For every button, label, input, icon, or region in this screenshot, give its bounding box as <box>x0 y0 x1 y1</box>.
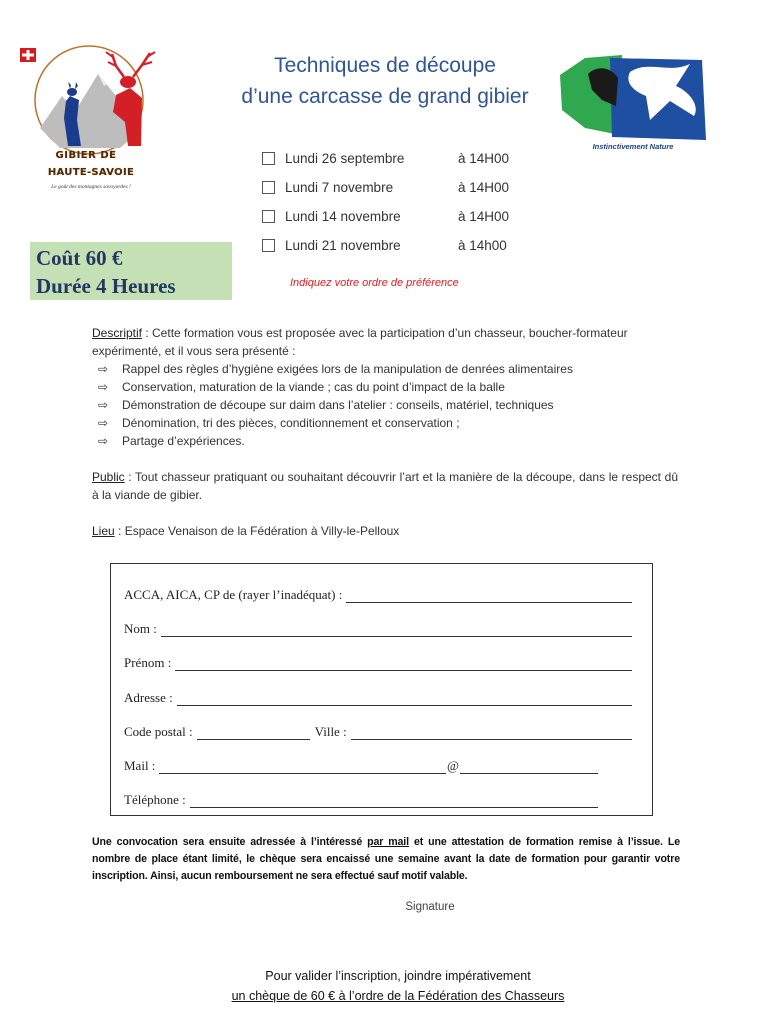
telephone-field[interactable] <box>190 794 598 808</box>
list-item-text: Partage d’expériences. <box>122 434 245 448</box>
notice-text-2: et une attestation de formation remise à l’issue. Le nombre de place étant limité, le chèque sera encaissé une semaine avant la date de formation pour garantir votre inscription. Ainsi, aucun remboursement ne sera effectué sauf motif valable. <box>92 836 680 882</box>
descriptif-label: Descriptif <box>92 326 143 340</box>
title-line-2: d’une carcasse de grand gibier <box>241 85 529 108</box>
session-time: à 14h00 <box>458 237 507 253</box>
lieu-label: Lieu <box>92 524 115 538</box>
prenom-field[interactable] <box>175 657 632 671</box>
form-row-mail <box>124 756 598 774</box>
session-date: Lundi 14 novembre <box>285 208 401 224</box>
public-section <box>92 468 678 504</box>
acca-field[interactable] <box>346 589 632 603</box>
adresse-label: Adresse : <box>124 690 173 705</box>
ville-label: Ville : <box>314 724 347 739</box>
session-option[interactable] <box>262 206 509 226</box>
mail-label: Mail : <box>124 758 156 773</box>
logo-text-gibier-de: GIBIER DE <box>55 150 117 161</box>
form-row-adresse <box>124 688 632 706</box>
signature-label: Signature <box>405 901 455 913</box>
descriptif-text: : Cette formation vous est proposée avec la participation d’un chasseur, boucher-formateur expérimenté, et il vous sera présenté : <box>92 326 628 358</box>
lieu-text: : Espace Venaison de la Fédération à Villy-le-Pelloux <box>114 524 400 538</box>
prenom-label: Prénom : <box>124 655 172 670</box>
session-checkbox[interactable] <box>262 152 275 165</box>
preference-note: Indiquez votre ordre de préférence <box>290 277 459 289</box>
arrow-right-icon: ⇨ <box>98 434 109 448</box>
nom-field[interactable] <box>161 623 632 637</box>
session-time: à 14H00 <box>458 179 510 195</box>
session-checkbox[interactable] <box>262 210 275 223</box>
code-postal-label: Code postal : <box>124 724 193 739</box>
session-option[interactable] <box>262 235 507 255</box>
form-row-code-postal-ville <box>124 722 632 740</box>
list-item-text: Rappel des règles d’hygiène exigées lors de la manipulation de denrées alimentaires <box>122 362 573 376</box>
list-item <box>92 396 666 414</box>
session-checkbox[interactable] <box>262 181 275 194</box>
form-row-nom <box>124 619 632 637</box>
session-date: Lundi 7 novembre <box>285 179 394 195</box>
convocation-notice <box>92 834 680 885</box>
session-date: Lundi 21 novembre <box>285 237 401 253</box>
list-item-text: Démonstration de découpe sur daim dans l’atelier : conseils, matériel, techniques <box>122 398 554 412</box>
session-checkbox[interactable] <box>262 239 275 252</box>
form-row-telephone <box>124 790 598 808</box>
list-item <box>92 360 666 378</box>
list-item <box>92 378 666 396</box>
arrow-right-icon: ⇨ <box>98 380 109 394</box>
list-item-text: Conservation, maturation de la viande ; cas du point d’impact de la balle <box>122 380 505 394</box>
notice-par-mail: par mail <box>367 836 409 848</box>
notice-text-1: Une convocation sera ensuite adressée à l’intéressé <box>92 836 368 848</box>
logo-tagline: Le goût des montagnes savoyardes ! <box>51 184 131 190</box>
mail-domain-field[interactable] <box>460 760 598 774</box>
adresse-field[interactable] <box>177 692 632 706</box>
list-item <box>92 432 666 450</box>
form-row-prenom <box>124 653 632 671</box>
cost-duration-box <box>30 242 232 300</box>
telephone-label: Téléphone : <box>124 792 186 807</box>
public-text: : Tout chasseur pratiquant ou souhaitant découvrir l’art et la manière de la découpe, dans le respect dû à la viande de gibier. <box>92 470 678 502</box>
arrow-right-icon: ⇨ <box>98 416 109 430</box>
acca-label: ACCA, AICA, CP de (rayer l’inadéquat) : <box>124 587 343 602</box>
session-time: à 14H00 <box>458 150 510 166</box>
logo-text-haute-savoie: HAUTE-SAVOIE <box>47 167 135 178</box>
list-item-text: Dénomination, tri des pièces, conditionnement et conservation ; <box>122 416 460 430</box>
footer-line-1: Pour valider l’inscription, joindre impérativement <box>265 969 531 983</box>
footer-line-2: un chèque de 60 € à l’ordre de la Fédération des Chasseurs <box>231 989 565 1003</box>
footer <box>185 966 611 1006</box>
lieu-section <box>92 522 678 540</box>
code-postal-field[interactable] <box>197 726 310 740</box>
session-time: à 14H00 <box>458 208 510 224</box>
form-row-acca <box>124 585 632 603</box>
session-date: Lundi 26 septembre <box>285 150 405 166</box>
session-option[interactable] <box>262 177 509 197</box>
session-option[interactable] <box>262 148 509 168</box>
cost-text: Coût 60 € <box>36 246 123 270</box>
descriptif-list <box>92 360 666 450</box>
nom-label: Nom : <box>124 621 157 636</box>
descriptif-section <box>92 324 666 450</box>
arrow-right-icon: ⇨ <box>98 398 109 412</box>
arrow-right-icon: ⇨ <box>98 362 109 376</box>
at-sign: @ <box>447 758 459 773</box>
ville-field[interactable] <box>351 726 632 740</box>
logo-caption: Instinctivement Nature <box>592 142 674 151</box>
page-title <box>200 50 570 112</box>
list-item <box>92 414 666 432</box>
mail-user-field[interactable] <box>159 760 446 774</box>
duration-text: Durée 4 Heures <box>36 274 176 298</box>
public-label: Public <box>92 470 125 484</box>
descriptif-paragraph <box>92 324 666 360</box>
title-line-1: Techniques de découpe <box>274 54 496 77</box>
